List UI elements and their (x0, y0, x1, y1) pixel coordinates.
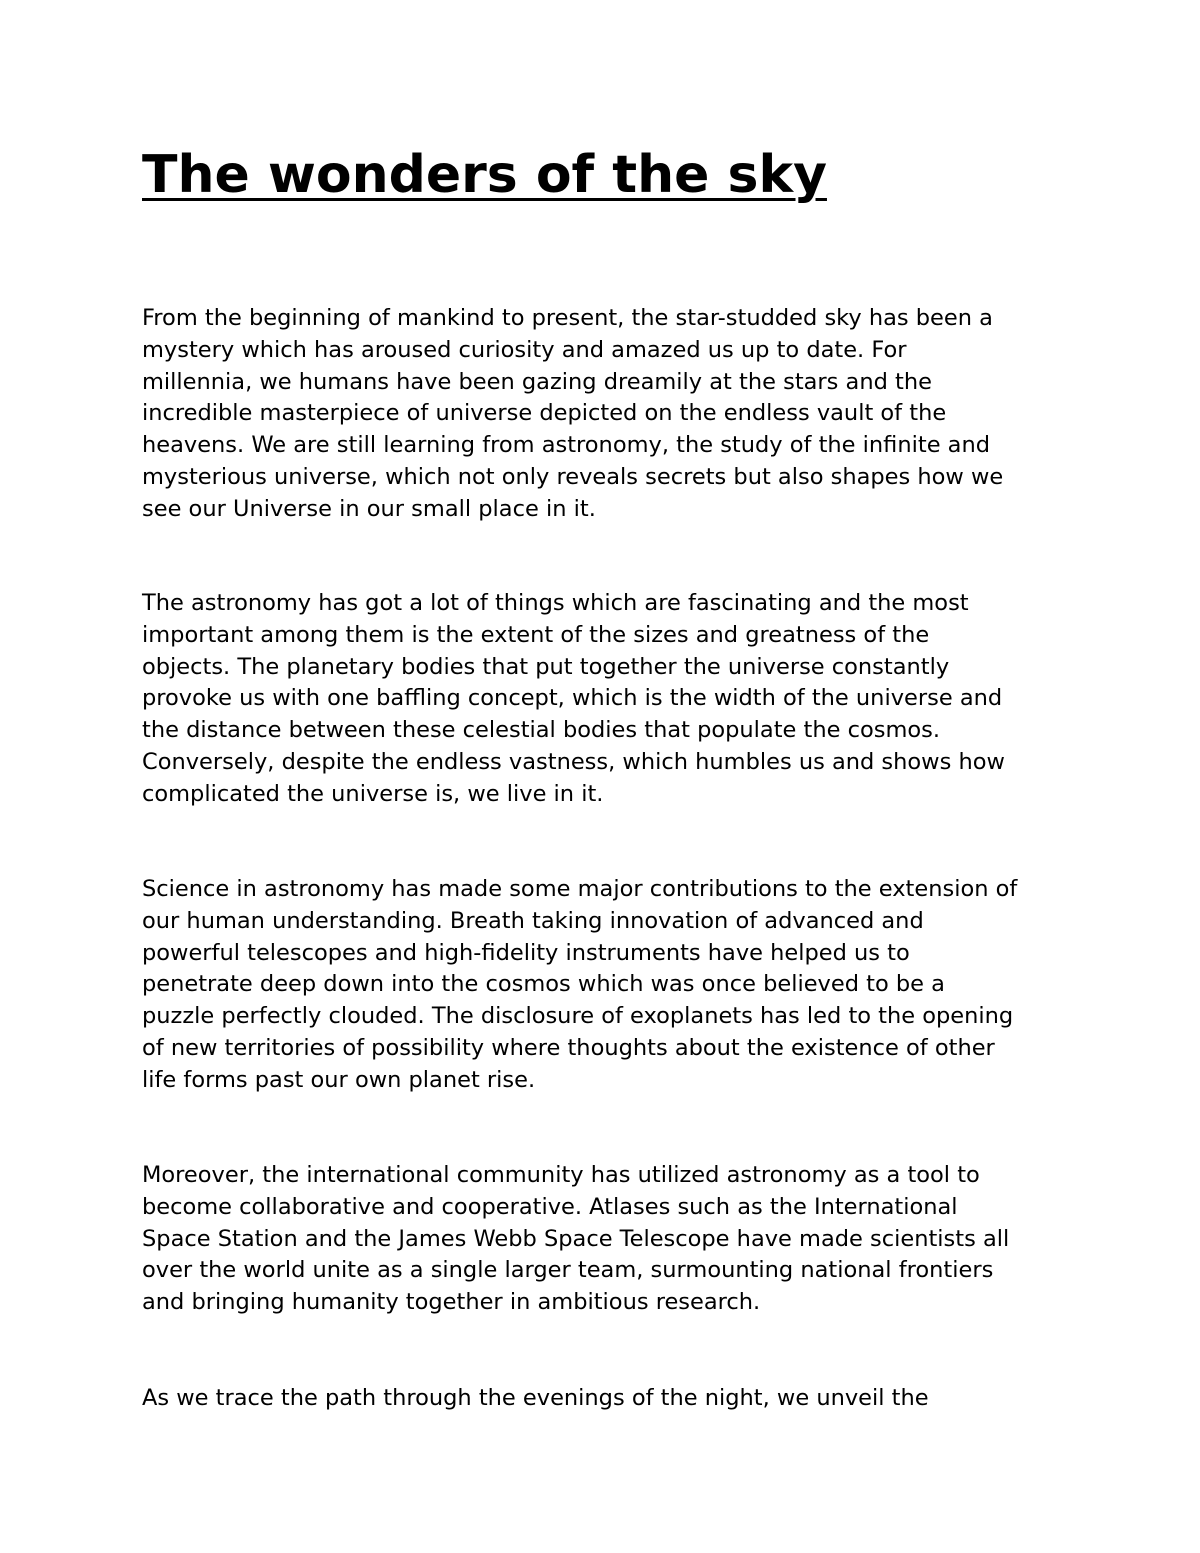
paragraph-line: Science in astronomy has made some major contributions to the extension of (142, 876, 1018, 902)
paragraph-line: see our Universe in our small place in it. (142, 495, 596, 522)
paragraph-4 (142, 1160, 1072, 1319)
paragraph-line: heavens. We are still learning from astronomy, the study of the infinite and (142, 432, 991, 459)
paragraph-1 (142, 303, 1072, 526)
paragraph-line: become collaborative and cooperative. Atlases such as the International (142, 1193, 958, 1220)
paragraph-line: incredible masterpiece of universe depicted on the endless vault of the (142, 400, 947, 427)
paragraph-line: From the beginning of mankind to present, the star-studded sky has been a (142, 305, 993, 331)
paragraph-2 (142, 588, 1072, 811)
paragraph-line: our human understanding. Breath taking innovation of advanced and (142, 907, 924, 934)
paragraph-line: important among them is the extent of the sizes and greatness of the (142, 621, 930, 648)
paragraph-line: complicated the universe is, we live in it. (142, 780, 604, 807)
paragraph-line: millennia, we humans have been gazing dreamily at the stars and the (142, 368, 932, 395)
paragraph-line: powerful telescopes and high-fidelity instruments have helped us to (142, 939, 910, 966)
paragraph-line: life forms past our own planet rise. (142, 1066, 536, 1093)
paragraph-line: penetrate deep down into the cosmos which was once believed to be a (142, 971, 945, 998)
paragraph-line: over the world unite as a single larger team, surmounting national frontiers (142, 1257, 994, 1284)
paragraph-line: the distance between these celestial bodies that populate the cosmos. (142, 717, 941, 744)
paragraph-line: The astronomy has got a lot of things which are fascinating and the most (142, 590, 969, 616)
paragraph-line: provoke us with one baffling concept, which is the width of the universe and (142, 685, 1003, 712)
paragraph-line: objects. The planetary bodies that put together the universe constantly (142, 653, 950, 680)
paragraph-line: and bringing humanity together in ambitious research. (142, 1289, 761, 1316)
paragraph-line: Space Station and the James Webb Space Telescope have made scientists all (142, 1225, 1010, 1252)
paragraph-line: Conversely, despite the endless vastness, which humbles us and shows how (142, 748, 1005, 775)
document-title: The wonders of the sky (142, 145, 827, 205)
paragraph-line: mysterious universe, which not only reveals secrets but also shapes how we (142, 463, 1004, 490)
paragraph-3 (142, 874, 1072, 1097)
paragraph-line: Moreover, the international community has utilized astronomy as a tool to (142, 1162, 980, 1188)
paragraph-line: As we trace the path through the evenings of the night, we unveil the (142, 1385, 929, 1411)
paragraph-5 (142, 1383, 1072, 1415)
paragraph-line: of new territories of possibility where thoughts about the existence of other (142, 1034, 995, 1061)
paragraph-line: mystery which has aroused curiosity and amazed us up to date. For (142, 336, 907, 363)
paragraph-line: puzzle perfectly clouded. The disclosure of exoplanets has led to the opening (142, 1003, 1014, 1030)
